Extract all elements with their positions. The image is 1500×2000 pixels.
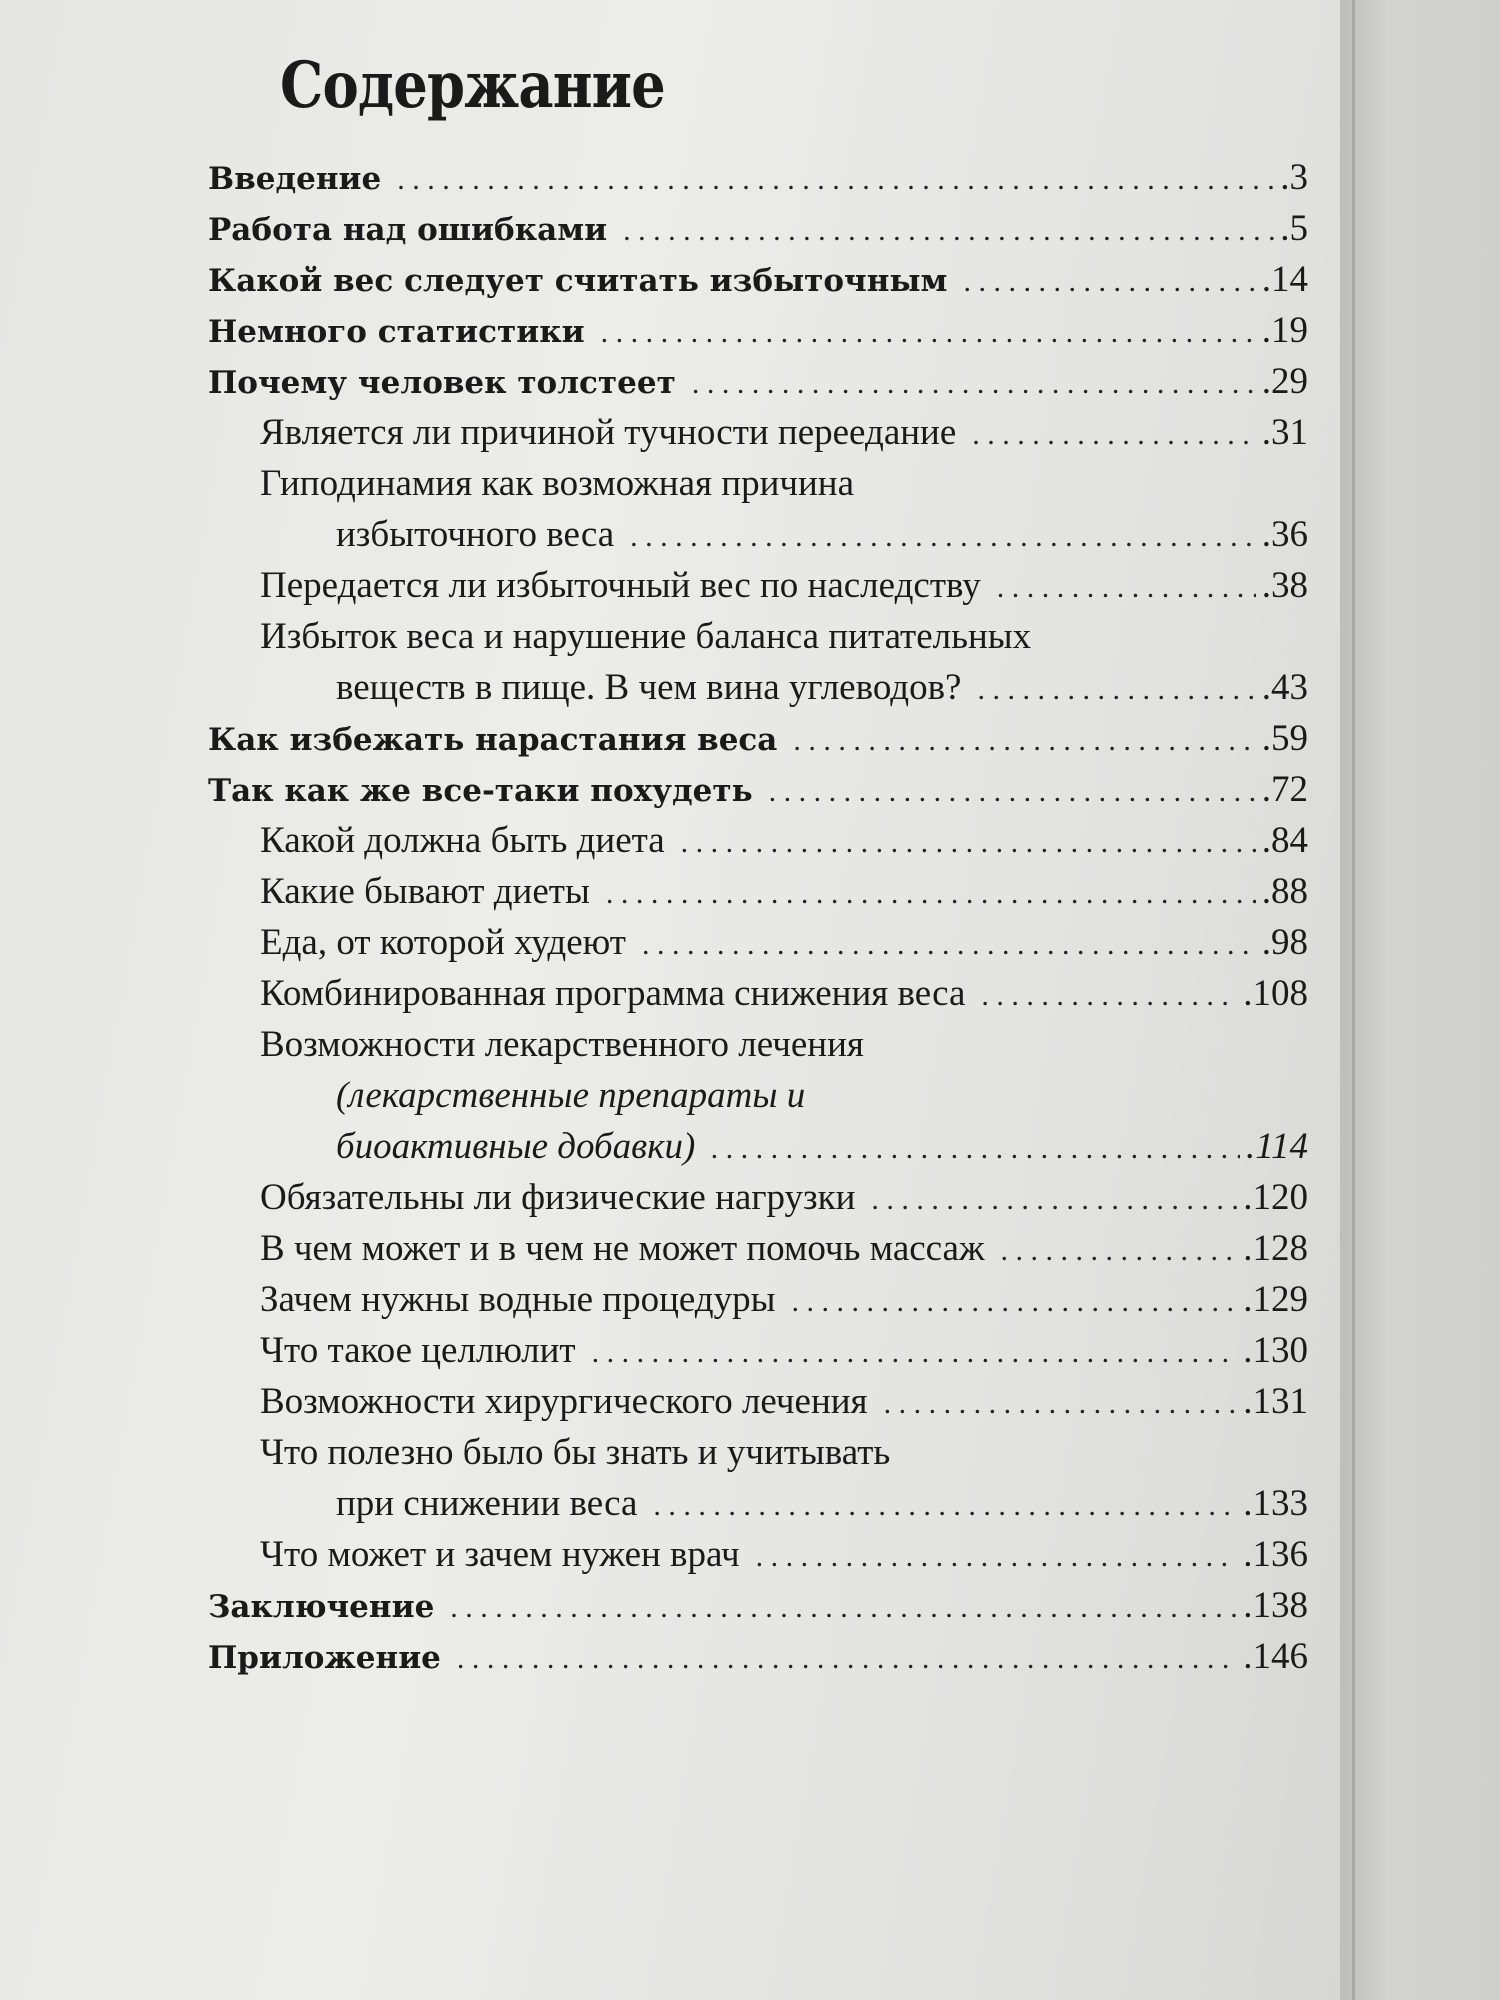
toc-entry-title: Зачем нужны водные процедуры <box>260 1279 776 1320</box>
toc-entry <box>208 1172 1308 1223</box>
toc-entry <box>208 203 1308 254</box>
toc-entry-title: при снижении веса <box>336 1483 638 1524</box>
leader-dots <box>457 1633 1237 1684</box>
toc-entry <box>208 1478 1308 1529</box>
leader-dots <box>997 562 1256 613</box>
toc-entry-title: Так как же все-таки похудеть <box>208 773 753 809</box>
toc-entry-title: Заключение <box>208 1589 435 1625</box>
leader-dots <box>793 715 1255 766</box>
toc-entry <box>208 917 1308 968</box>
toc-entry <box>208 1121 1308 1172</box>
toc-entry <box>208 254 1308 305</box>
leader-dots <box>769 766 1256 817</box>
toc-entry-title: Гиподинамия как возможная причина <box>260 463 855 504</box>
toc-entry <box>208 764 1308 815</box>
toc-entry <box>208 509 1308 560</box>
toc-entry-page-number: .146 <box>1243 1636 1308 1677</box>
toc-entry-page-number: .31 <box>1261 412 1308 453</box>
toc-entry-page-number: .59 <box>1261 718 1308 759</box>
leader-dots <box>630 511 1256 562</box>
leader-dots <box>642 919 1256 970</box>
leader-dots <box>692 358 1256 409</box>
toc-entry <box>208 1631 1308 1682</box>
toc-entry <box>208 1019 1308 1070</box>
toc-entry <box>208 1580 1308 1631</box>
page-edge <box>1340 0 1500 2000</box>
toc-entry <box>208 713 1308 764</box>
toc-entry-page-number: .36 <box>1261 514 1308 555</box>
leader-dots <box>681 817 1256 868</box>
toc-entry-page-number: .128 <box>1243 1228 1308 1269</box>
toc-entry-title: Какие бывают диеты <box>260 871 590 912</box>
toc-entry-title: Комбинированная программа снижения веса <box>260 973 966 1014</box>
toc-entry-page-number: .129 <box>1243 1279 1308 1320</box>
leader-dots <box>884 1378 1238 1429</box>
toc-entry <box>208 1529 1308 1580</box>
toc-entry-title: Введение <box>208 161 382 197</box>
toc-entry-title: Что такое целлюлит <box>260 1330 576 1371</box>
toc-entry-page-number: .98 <box>1261 922 1308 963</box>
toc-entry-page-number: .114 <box>1245 1126 1308 1167</box>
leader-dots <box>981 970 1237 1021</box>
toc-entry-title: В чем может и в чем не может помочь массаж <box>260 1228 985 1269</box>
leader-dots <box>450 1582 1237 1633</box>
toc-entry-title: Избыток веса и нарушение баланса питательных <box>260 616 1032 657</box>
leader-dots <box>963 256 1255 307</box>
toc-entry <box>208 815 1308 866</box>
toc-entry <box>208 866 1308 917</box>
leader-dots <box>1001 1225 1238 1276</box>
toc-entry <box>208 1223 1308 1274</box>
toc-entry <box>208 662 1308 713</box>
toc-entry-page-number: .84 <box>1261 820 1308 861</box>
leader-dots <box>623 205 1274 256</box>
toc-entry <box>208 560 1308 611</box>
toc-entry-title: Что может и зачем нужен врач <box>260 1534 740 1575</box>
toc-entry-page-number: .120 <box>1243 1177 1308 1218</box>
toc-entry-page-number: .130 <box>1243 1330 1308 1371</box>
toc-entry-page-number: .133 <box>1243 1483 1308 1524</box>
toc-entry-title: Передается ли избыточный вес по наследству <box>260 565 981 606</box>
toc-entry-title: Какой должна быть диета <box>260 820 665 861</box>
page-title: Содержание <box>280 48 665 123</box>
toc-entry-title: Является ли причиной тучности переедание <box>260 412 957 453</box>
toc-entry-title: Еда, от которой худеют <box>260 922 626 963</box>
toc-entry-title: Возможности хирургического лечения <box>260 1381 868 1422</box>
table-of-contents <box>208 152 1308 1682</box>
toc-entry-page-number: .38 <box>1261 565 1308 606</box>
leader-dots <box>592 1327 1238 1378</box>
toc-entry-page-number: .108 <box>1243 973 1308 1014</box>
toc-entry-title: Работа над ошибками <box>208 212 608 248</box>
toc-entry-page-number: .138 <box>1243 1585 1308 1626</box>
toc-entry <box>208 968 1308 1019</box>
leader-dots <box>606 868 1256 919</box>
leader-dots <box>972 409 1255 460</box>
toc-entry-page-number: .14 <box>1261 259 1308 300</box>
toc-entry-page-number: .43 <box>1261 667 1308 708</box>
toc-entry-page-number: .5 <box>1280 208 1308 249</box>
toc-entry-title: Почему человек толстеет <box>208 365 676 401</box>
toc-entry <box>208 611 1308 662</box>
toc-entry-page-number: .19 <box>1261 310 1308 351</box>
toc-entry <box>208 1325 1308 1376</box>
leader-dots <box>397 154 1274 205</box>
toc-entry-title: Как избежать нарастания веса <box>208 722 778 758</box>
toc-entry-title: Немного статистики <box>208 314 585 350</box>
toc-entry-title: биоактивные добавки) <box>336 1126 696 1167</box>
toc-entry-title: Что полезно было бы знать и учитывать <box>260 1432 891 1473</box>
toc-entry <box>208 305 1308 356</box>
toc-entry <box>208 1274 1308 1325</box>
leader-dots <box>871 1174 1237 1225</box>
toc-entry-title: (лекарственные препараты и <box>336 1075 806 1116</box>
toc-entry-page-number: .136 <box>1243 1534 1308 1575</box>
toc-entry <box>208 1427 1308 1478</box>
leader-dots <box>653 1480 1237 1531</box>
toc-entry-title: Обязательны ли физические нагрузки <box>260 1177 856 1218</box>
toc-entry-title: Приложение <box>208 1640 441 1676</box>
toc-entry-title: веществ в пище. В чем вина углеводов? <box>336 667 962 708</box>
leader-dots <box>601 307 1256 358</box>
toc-entry-page-number: .72 <box>1261 769 1308 810</box>
toc-entry <box>208 1070 1308 1121</box>
toc-entry-page-number: .29 <box>1261 361 1308 402</box>
toc-entry <box>208 458 1308 509</box>
toc-entry <box>208 407 1308 458</box>
toc-entry <box>208 152 1308 203</box>
page-edge-shadow <box>1352 0 1355 2000</box>
toc-entry-title: Какой вес следует считать избыточным <box>208 263 948 299</box>
toc-entry-page-number: .131 <box>1243 1381 1308 1422</box>
toc-entry <box>208 1376 1308 1427</box>
toc-entry-title: Возможности лекарственного лечения <box>260 1024 864 1065</box>
leader-dots <box>792 1276 1238 1327</box>
leader-dots <box>977 664 1255 715</box>
leader-dots <box>711 1123 1240 1174</box>
leader-dots <box>756 1531 1238 1582</box>
toc-entry-page-number: .88 <box>1261 871 1308 912</box>
toc-entry <box>208 356 1308 407</box>
toc-entry-page-number: .3 <box>1280 157 1308 198</box>
toc-entry-title: избыточного веса <box>336 514 615 555</box>
